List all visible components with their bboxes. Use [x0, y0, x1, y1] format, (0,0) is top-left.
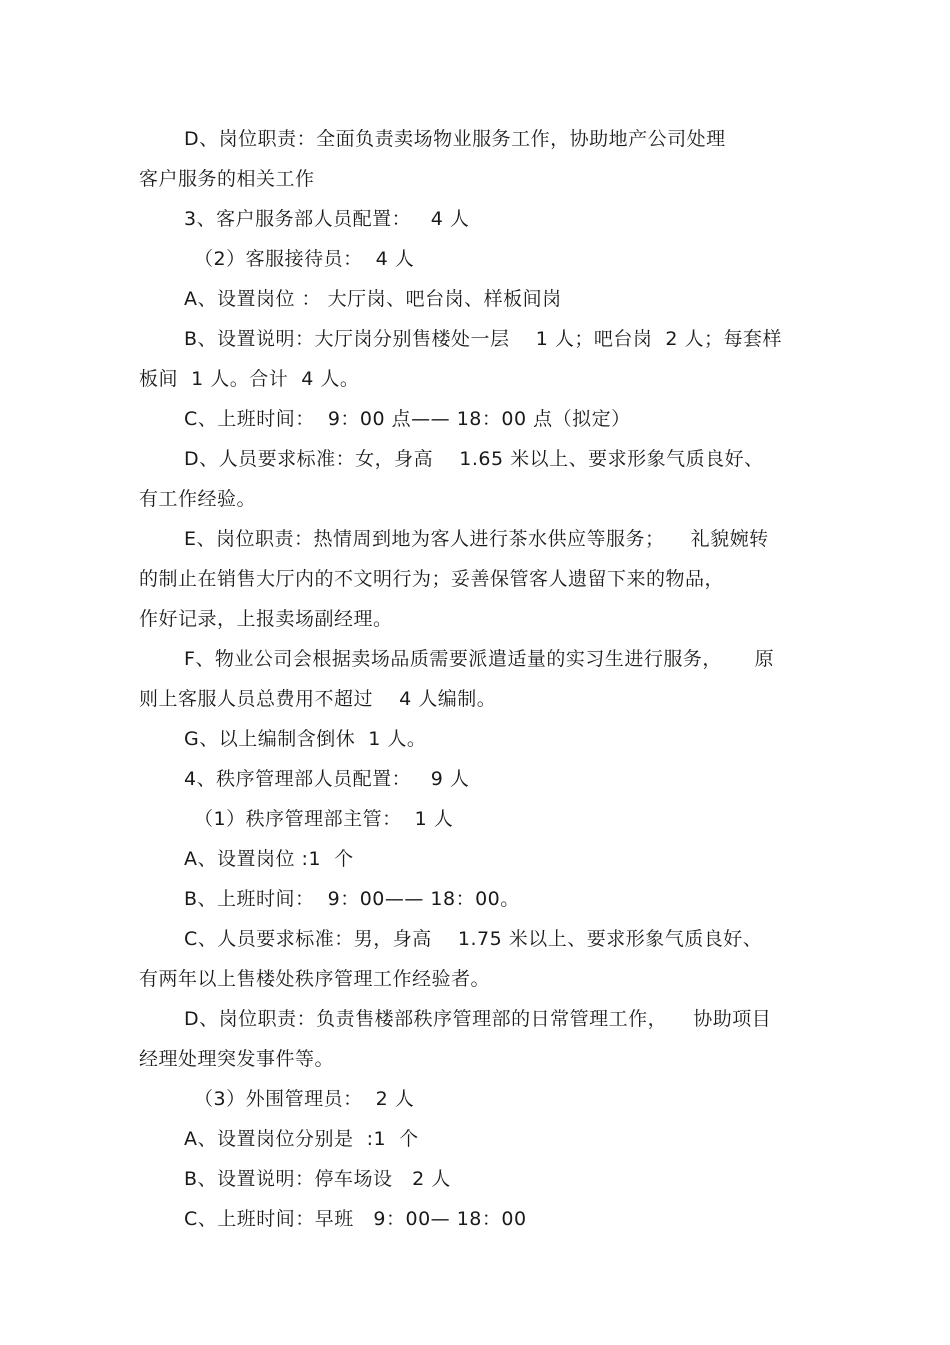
paragraph-line: A、设置岗位 ： 大厅岗、吧台岗、样板间岗	[184, 288, 562, 310]
paragraph-line: B、设置说明：停车场设 2 人	[184, 1168, 451, 1190]
paragraph-line: D、岗位职责：全面负责卖场物业服务工作，协助地产公司处理	[184, 128, 726, 150]
subsection-heading: （3）外围管理员： 2 人	[194, 1088, 415, 1110]
paragraph-line: G、以上编制含倒休 1 人。	[184, 728, 427, 750]
paragraph-line: 板间 1 人。合计 4 人。	[139, 368, 360, 390]
paragraph-line: 有两年以上售楼处秩序管理工作经验者。	[139, 968, 491, 990]
paragraph-line: C、上班时间： 9：00 点—— 18：00 点（拟定）	[184, 408, 631, 430]
paragraph-line: F、物业公司会根据卖场品质需要派遣适量的实习生进行服务， 原	[184, 648, 775, 670]
section-heading: 3、客户服务部人员配置： 4 人	[184, 208, 470, 230]
paragraph-line: 客户服务的相关工作	[139, 168, 315, 190]
paragraph-line: B、上班时间： 9：00—— 18：00。	[184, 888, 520, 910]
paragraph-line: A、设置岗位 :1 个	[184, 848, 354, 870]
paragraph-line: 经理处理突发事件等。	[139, 1048, 335, 1070]
paragraph-line: D、人员要求标准：女，身高 1.65 米以上、要求形象气质良好、	[184, 448, 764, 470]
paragraph-line: E、岗位职责：热情周到地为客人进行茶水供应等服务； 礼貌婉转	[184, 528, 769, 550]
paragraph-line: 有工作经验。	[139, 488, 257, 510]
paragraph-line: A、设置岗位分别是 :1 个	[184, 1128, 419, 1150]
paragraph-line: 的制止在销售大厅内的不文明行为；妥善保管客人遗留下来的物品，	[139, 568, 725, 590]
paragraph-line: C、上班时间：早班 9：00— 18：00	[184, 1208, 527, 1230]
paragraph-line: D、岗位职责：负责售楼部秩序管理部的日常管理工作， 协助项目	[184, 1008, 772, 1030]
paragraph-line: 作好记录，上报卖场副经理。	[139, 608, 393, 630]
paragraph-line: 则上客服人员总费用不超过 4 人编制。	[139, 688, 497, 710]
subsection-heading: （2）客服接待员： 4 人	[194, 248, 415, 270]
paragraph-line: B、设置说明：大厅岗分别售楼处一层 1 人；吧台岗 2 人；每套样	[184, 328, 783, 350]
section-heading: 4、秩序管理部人员配置： 9 人	[184, 768, 470, 790]
subsection-heading: （1）秩序管理部主管： 1 人	[194, 808, 454, 830]
paragraph-line: C、人员要求标准：男，身高 1.75 米以上、要求形象气质良好、	[184, 928, 763, 950]
